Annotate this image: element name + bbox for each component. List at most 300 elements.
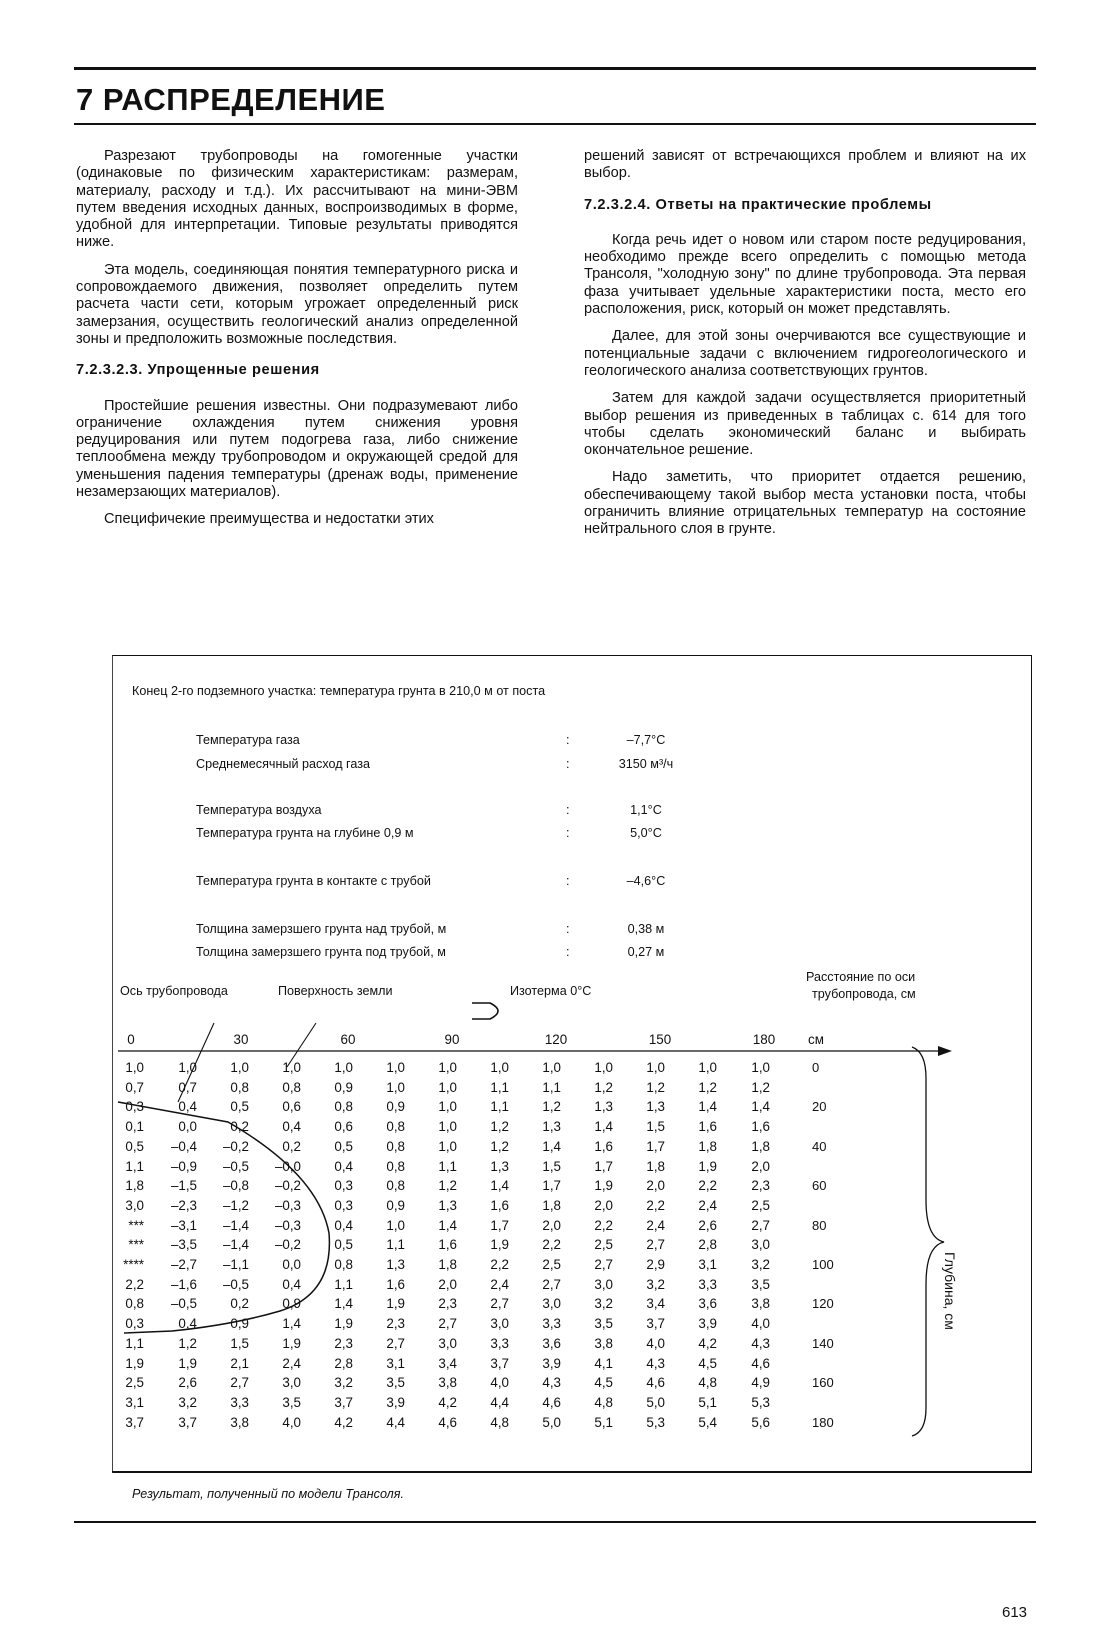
grid-cell: 1,2 (490, 1119, 509, 1135)
grid-cell: 2,9 (646, 1257, 665, 1272)
grid-cell: 2,7 (594, 1257, 613, 1272)
grid-cell: –0,8 (222, 1178, 249, 1194)
bottom-rule (74, 1521, 1036, 1523)
grid-cell: 0,3 (334, 1197, 353, 1213)
grid-cell: 3,1 (386, 1355, 405, 1371)
depth-label: 180 (812, 1414, 834, 1430)
grid-cell: –2,3 (170, 1197, 197, 1213)
grid-cell: 1,0 (386, 1060, 405, 1075)
grid-cell: 0,4 (282, 1276, 301, 1292)
grid-cell: 3,3 (542, 1316, 561, 1332)
grid-cell: 3,5 (282, 1394, 301, 1410)
grid-cell: 1,9 (698, 1158, 717, 1174)
parameter-value: –7,7°С (626, 733, 666, 747)
grid-cell: 1,8 (698, 1138, 717, 1154)
grid-cell: 1,0 (438, 1079, 457, 1095)
grid-cell: 2,8 (334, 1355, 353, 1371)
grid-cell: –3,1 (170, 1217, 197, 1233)
grid-cell: 3,2 (751, 1257, 770, 1272)
grid-cell: 2,7 (490, 1296, 509, 1312)
chapter-title: 7 РАСПРЕДЕЛЕНИЕ (76, 82, 386, 117)
grid-cell: 4,6 (542, 1394, 561, 1410)
grid-cell: 2,1 (230, 1355, 249, 1371)
distance-axis-arrow (938, 1046, 952, 1056)
grid-cell: 4,3 (751, 1335, 770, 1351)
grid-cell: 1,0 (178, 1060, 197, 1075)
depth-label: 40 (812, 1138, 827, 1154)
grid-cell: 4,0 (751, 1316, 770, 1332)
grid-cell: 2,4 (698, 1197, 717, 1213)
depth-label: 60 (812, 1178, 827, 1194)
grid-cell: 1,6 (698, 1119, 717, 1135)
x-tick-label: 90 (444, 1032, 460, 1047)
depth-label: 140 (812, 1335, 834, 1351)
grid-cell: 1,3 (594, 1099, 613, 1115)
grid-cell: 2,0 (594, 1197, 613, 1213)
grid-cell: 1,9 (490, 1237, 509, 1253)
parameter-value: 0,27 м (627, 945, 665, 959)
grid-cell: **** (123, 1257, 144, 1272)
grid-cell: 1,4 (282, 1316, 301, 1332)
grid-cell: 1,9 (386, 1296, 405, 1312)
legend-pipe-axis: Ось трубопровода (120, 984, 228, 998)
parameter-label: Температура грунта на глубине 0,9 м (196, 826, 414, 840)
grid-cell: 1,4 (438, 1217, 457, 1233)
grid-cell: –3,5 (170, 1237, 197, 1253)
grid-cell: –0,2 (274, 1237, 301, 1253)
parameter-colon: : (566, 803, 570, 817)
grid-cell: 0,5 (334, 1138, 353, 1154)
grid-cell: 3,2 (594, 1296, 613, 1312)
grid-cell: –0,4 (170, 1138, 197, 1154)
x-tick-label: 180 (752, 1032, 776, 1047)
grid-cell: 5,3 (646, 1414, 665, 1430)
parameter-value: 0,38 м (627, 922, 665, 936)
grid-cell: 1,7 (490, 1217, 509, 1233)
grid-cell: 1,4 (751, 1099, 770, 1115)
grid-cell: 0,1 (125, 1119, 144, 1135)
grid-cell: 5,0 (542, 1414, 561, 1430)
grid-cell: 1,5 (230, 1335, 249, 1351)
parameter-colon: : (566, 945, 570, 959)
grid-cell: 3,1 (125, 1394, 144, 1410)
x-unit-label: см (808, 1032, 824, 1047)
grid-cell: 0,8 (386, 1119, 405, 1135)
grid-cell: 3,0 (282, 1375, 301, 1391)
left-paragraph-4: Специфичекие преимущества и недостатки этих (104, 511, 434, 528)
figure-title: Конец 2-го подземного участка: температура грунта в 210,0 м от поста (132, 684, 546, 698)
grid-cell: 2,4 (282, 1355, 301, 1371)
grid-cell: 1,9 (282, 1335, 301, 1351)
grid-cell: 3,2 (178, 1394, 197, 1410)
grid-cell: 1,8 (438, 1257, 457, 1272)
x-tick-label: 150 (648, 1032, 672, 1047)
grid-cell: 3,0 (594, 1276, 613, 1292)
depth-label: 160 (812, 1375, 834, 1391)
grid-cell: 1,1 (386, 1237, 405, 1253)
grid-cell: 2,0 (751, 1158, 770, 1174)
grid-cell: –1,6 (170, 1276, 197, 1292)
grid-cell: 0,9 (230, 1316, 249, 1332)
grid-cell: 2,7 (386, 1335, 405, 1351)
grid-cell: 1,3 (646, 1099, 665, 1115)
grid-cell: 1,5 (542, 1158, 561, 1174)
grid-cell: 3,9 (542, 1355, 561, 1371)
grid-cell: 5,0 (646, 1394, 665, 1410)
grid-cell: 2,2 (698, 1178, 717, 1194)
x-tick-label: 30 (233, 1032, 249, 1047)
grid-cell: 2,0 (646, 1178, 665, 1194)
grid-cell: 0,4 (178, 1316, 197, 1332)
right-paragraph-2: Когда речь идет о новом или старом посте редуцирования, необходимо прежде всего определить с помощью метода Трансоля, "холодную зону" по длине трубопровода. Эта первая фаза учитывает удельные характеристики поста, место его расположения, риск, который он может представлять. (584, 231, 1026, 318)
grid-cell: 2,7 (230, 1375, 249, 1391)
grid-cell: 2,3 (386, 1316, 405, 1332)
grid-cell: 3,9 (386, 1394, 405, 1410)
grid-cell: 0,2 (230, 1119, 249, 1135)
grid-cell: 2,5 (594, 1237, 613, 1253)
grid-cell: 5,3 (751, 1394, 770, 1410)
grid-cell: 3,0 (751, 1237, 770, 1253)
grid-cell: 0,2 (282, 1138, 301, 1154)
grid-cell: 1,0 (698, 1060, 717, 1075)
right-paragraph-4: Затем для каждой задачи осуществляется приоритетный выбор решения из приведенных в таблицах с. 614 для того чтобы сделать экономический баланс и выбирать окончательное решение. (584, 390, 1026, 459)
parameter-label: Толщина замерзшего грунта под трубой, м (196, 945, 446, 959)
grid-cell: 0,8 (230, 1079, 249, 1095)
parameter-label: Среднемесячный расход газа (196, 757, 371, 771)
grid-cell: 0,8 (282, 1079, 301, 1095)
grid-cell: 0,9 (386, 1099, 405, 1115)
right-paragraph-5: Надо заметить, что приоритет отдается решению, обеспечивающему такой выбор места установки поста, чтобы ограничить влияние отрицательных температур на состояние нейтрального слоя в грунте. (584, 469, 1026, 538)
grid-cell: 4,0 (646, 1335, 665, 1351)
parameter-value: 1,1°С (630, 803, 662, 817)
parameter-colon: : (566, 757, 570, 771)
parameter-colon: : (566, 826, 570, 840)
grid-cell: 0,7 (178, 1079, 197, 1095)
grid-cell: 1,5 (646, 1119, 665, 1135)
grid-cell: 0,9 (334, 1079, 353, 1095)
grid-cell: 1,6 (386, 1276, 405, 1292)
grid-cell: 3,4 (646, 1296, 665, 1312)
grid-cell: 1,9 (125, 1355, 144, 1371)
grid-cell: 2,0 (542, 1217, 561, 1233)
grid-cell: 2,7 (542, 1276, 561, 1292)
grid-cell: 0,4 (178, 1099, 197, 1115)
grid-cell: 3,3 (490, 1335, 509, 1351)
grid-cell: 1,1 (125, 1158, 144, 1174)
grid-cell: 3,8 (438, 1375, 457, 1391)
grid-cell: 1,0 (646, 1060, 665, 1075)
grid-cell: 0,3 (334, 1178, 353, 1194)
parameter-colon: : (566, 874, 570, 888)
grid-cell: 1,6 (438, 1237, 457, 1253)
grid-cell: 0,5 (230, 1099, 249, 1115)
grid-cell: 0,8 (386, 1138, 405, 1154)
grid-cell: 1,1 (490, 1099, 509, 1115)
grid-cell: 4,6 (646, 1375, 665, 1391)
grid-cell: 0,2 (230, 1296, 249, 1312)
grid-cell: 1,0 (282, 1060, 301, 1075)
grid-cell: 2,5 (751, 1197, 770, 1213)
grid-cell: 0,5 (334, 1237, 353, 1253)
parameter-label: Температура газа (196, 733, 300, 747)
grid-cell: 4,2 (334, 1414, 353, 1430)
section-heading-7-2-3-2-4: 7.2.3.2.4. Ответы на практические проблемы (584, 196, 932, 213)
depth-label: 100 (812, 1257, 834, 1272)
parameter-value: 5,0°С (630, 826, 662, 840)
grid-cell: 1,7 (542, 1178, 561, 1194)
grid-cell: 3,5 (386, 1375, 405, 1391)
grid-cell: 3,8 (594, 1335, 613, 1351)
depth-label: 80 (812, 1217, 827, 1233)
grid-cell: –0,3 (274, 1217, 301, 1233)
grid-cell: 1,1 (125, 1335, 144, 1351)
grid-cell: 2,3 (438, 1296, 457, 1312)
grid-cell: 1,2 (698, 1079, 717, 1095)
grid-cell: *** (128, 1217, 144, 1233)
grid-cell: 0,3 (125, 1316, 144, 1332)
grid-cell: 3,0 (542, 1296, 561, 1312)
grid-cell: 1,0 (594, 1060, 613, 1075)
grid-cell: 1,2 (751, 1079, 770, 1095)
grid-cell: 2,0 (438, 1276, 457, 1292)
legend-isotherm: Изотерма 0°С (510, 984, 592, 998)
grid-cell: 4,2 (438, 1394, 457, 1410)
grid-cell: 2,2 (594, 1217, 613, 1233)
grid-cell: 3,6 (698, 1296, 717, 1312)
grid-cell: 1,2 (542, 1099, 561, 1115)
grid-cell: 0,6 (334, 1119, 353, 1135)
grid-cell: 1,6 (594, 1138, 613, 1154)
grid-cell: 1,0 (542, 1060, 561, 1075)
grid-cell: 1,2 (438, 1178, 457, 1194)
grid-cell: 0,6 (282, 1099, 301, 1115)
grid-cell: 3,7 (334, 1394, 353, 1410)
grid-cell: 0,7 (125, 1079, 144, 1095)
legend-distance-line-1: Расстояние по оси (806, 970, 916, 984)
grid-cell: 2,2 (542, 1237, 561, 1253)
grid-cell: 3,3 (230, 1394, 249, 1410)
grid-cell: 1,4 (490, 1178, 509, 1194)
depth-label: 120 (812, 1296, 834, 1312)
grid-cell: 4,3 (646, 1355, 665, 1371)
grid-cell: 3,4 (438, 1355, 457, 1371)
grid-cell: 3,9 (698, 1316, 717, 1332)
grid-cell: 2,6 (698, 1217, 717, 1233)
grid-cell: 4,8 (490, 1414, 509, 1430)
grid-cell: 3,8 (230, 1414, 249, 1430)
left-paragraph-2: Эта модель, соединяющая понятия температурного риска и сопровождаемого движения, позволяет определить путем расчета части сети, которым угрожает определенный риск замерзания, осуществить геологический анализ определенной зоны и предположить возможные последствия. (76, 261, 518, 347)
grid-cell: 0,9 (386, 1197, 405, 1213)
grid-cell: 0,5 (125, 1138, 144, 1154)
grid-cell: 1,4 (594, 1119, 613, 1135)
grid-cell: 1,0 (386, 1217, 405, 1233)
grid-cell: –0,2 (274, 1178, 301, 1194)
grid-cell: 2,6 (178, 1375, 197, 1391)
grid-cell: 1,0 (438, 1119, 457, 1135)
left-paragraph-1: Разрезают трубопроводы на гомогенные участки (одинаковые по физическим характеристикам: размерам, материалу, расходу и т.д.). Их рассчитывают на мини-ЭВМ путем введения исходных данных, воспроизводимых в форме, удобной для интерпретации. Типовые результаты приводятся ниже. (76, 148, 518, 251)
grid-cell: 2,3 (334, 1335, 353, 1351)
grid-cell: 3,6 (542, 1335, 561, 1351)
legend-ground-surface: Поверхность земли (278, 984, 393, 998)
grid-cell: 1,3 (386, 1257, 405, 1272)
grid-cell: 4,3 (542, 1375, 561, 1391)
grid-cell: 4,2 (698, 1335, 717, 1351)
parameter-value: 3150 м³/ч (618, 757, 674, 771)
grid-cell: 1,9 (594, 1178, 613, 1194)
parameter-label: Температура воздуха (196, 803, 322, 817)
pipe-axis-pointer (178, 1023, 214, 1102)
grid-cell: 1,0 (334, 1060, 353, 1075)
grid-cell: 3,2 (646, 1276, 665, 1292)
grid-cell: 4,8 (594, 1394, 613, 1410)
grid-cell: 0,8 (386, 1158, 405, 1174)
grid-cell: –1,2 (222, 1197, 249, 1213)
grid-cell: 4,4 (386, 1414, 405, 1430)
grid-cell: 3,7 (646, 1316, 665, 1332)
grid-cell: 1,1 (490, 1079, 509, 1095)
grid-cell: 1,7 (594, 1158, 613, 1174)
grid-cell: 3,7 (490, 1355, 509, 1371)
grid-cell: 3,7 (125, 1414, 144, 1430)
grid-cell: 1,2 (594, 1079, 613, 1095)
right-paragraph-1: решений зависят от встречающихся проблем и влияют на их выбор. (584, 148, 1026, 182)
grid-cell: 2,5 (542, 1257, 561, 1272)
parameter-label: Толщина замерзшего грунта над трубой, м (196, 922, 447, 936)
grid-cell: 5,6 (751, 1414, 770, 1430)
grid-cell: 1,9 (334, 1316, 353, 1332)
page-number: 613 (1002, 1604, 1028, 1621)
grid-cell: –1,4 (222, 1217, 249, 1233)
grid-cell: 1,3 (438, 1197, 457, 1213)
legend-distance-line-2: трубопровода, см (812, 987, 916, 1001)
x-tick-label: 120 (544, 1032, 568, 1047)
depth-axis-brace (912, 1047, 944, 1436)
grid-cell: –0,9 (170, 1158, 197, 1174)
grid-cell: 4,1 (594, 1355, 613, 1371)
grid-cell: 2,8 (698, 1237, 717, 1253)
grid-cell: –1,1 (222, 1257, 249, 1272)
grid-cell: 1,9 (178, 1355, 197, 1371)
grid-cell: 0,8 (334, 1257, 353, 1272)
grid-cell: –0,5 (222, 1276, 249, 1292)
parameter-value: –4,6°С (626, 874, 666, 888)
grid-cell: –0,5 (170, 1296, 197, 1312)
grid-cell: 0,3 (125, 1099, 144, 1115)
grid-cell: 1,0 (386, 1079, 405, 1095)
grid-cell: 1,1 (542, 1079, 561, 1095)
x-tick-label: 60 (340, 1032, 356, 1047)
x-tick-label: 0 (127, 1032, 135, 1047)
depth-label: 0 (812, 1060, 820, 1075)
grid-cell: –0,3 (274, 1197, 301, 1213)
grid-cell: 2,4 (490, 1276, 509, 1292)
grid-cell: 1,7 (646, 1138, 665, 1154)
grid-cell: 3,1 (698, 1257, 717, 1272)
grid-cell: –0,5 (222, 1158, 249, 1174)
grid-cell: 1,1 (438, 1158, 457, 1174)
grid-cell: 4,5 (698, 1355, 717, 1371)
grid-cell: 1,1 (334, 1276, 353, 1292)
grid-cell: 0,0 (178, 1119, 197, 1135)
parameter-label: Температура грунта в контакте с трубой (196, 874, 431, 888)
grid-cell: 1,3 (490, 1158, 509, 1174)
grid-cell: 4,0 (490, 1375, 509, 1391)
left-paragraph-3: Простейшие решения известны. Они подразумевают либо ограничение охлаждения путем снижения уровня редуцирования или путем подогрева газа, либо снижение теплообмена между трубопроводом и окружающей средой для уменьшения падения температуры (дренаж воды, применение незамерзающих материалов). (76, 397, 518, 501)
figure-caption: Результат, полученный по модели Трансоля. (132, 1487, 404, 1501)
grid-cell: 1,0 (438, 1099, 457, 1115)
grid-cell: 1,0 (230, 1060, 249, 1075)
grid-cell: 3,0 (125, 1197, 144, 1213)
grid-cell: 0,8 (125, 1296, 144, 1312)
grid-cell: 0,4 (334, 1158, 353, 1174)
grid-cell: 1,4 (698, 1099, 717, 1115)
grid-cell: –0,0 (274, 1158, 301, 1174)
grid-cell: 3,0 (438, 1335, 457, 1351)
grid-cell: 1,0 (125, 1060, 144, 1075)
grid-cell: 3,5 (594, 1316, 613, 1332)
grid-cell: 4,0 (282, 1414, 301, 1430)
grid-cell: 2,4 (646, 1217, 665, 1233)
grid-cell: 0,9 (282, 1296, 301, 1312)
grid-cell: –2,7 (170, 1257, 197, 1272)
depth-label: 20 (812, 1099, 827, 1115)
grid-cell: 3,5 (751, 1276, 770, 1292)
grid-cell: –1,5 (170, 1178, 197, 1194)
grid-cell: 2,7 (438, 1316, 457, 1332)
grid-cell: 1,6 (751, 1119, 770, 1135)
grid-cell: 0,4 (282, 1119, 301, 1135)
grid-cell: 5,4 (698, 1414, 717, 1430)
grid-cell: 5,1 (594, 1414, 613, 1430)
depth-axis-label: Глубина, см (942, 1252, 958, 1330)
grid-cell: 1,0 (438, 1138, 457, 1154)
isotherm-curve (118, 1102, 329, 1333)
grid-cell: 1,8 (542, 1197, 561, 1213)
grid-cell: 1,0 (438, 1060, 457, 1075)
grid-cell: 2,7 (646, 1237, 665, 1253)
grid-cell: 0,8 (386, 1178, 405, 1194)
parameter-colon: : (566, 733, 570, 747)
grid-cell: 4,5 (594, 1375, 613, 1391)
grid-cell: 1,4 (334, 1296, 353, 1312)
grid-cell: 4,6 (438, 1414, 457, 1430)
grid-cell: 1,8 (751, 1138, 770, 1154)
grid-cell: 0,8 (334, 1099, 353, 1115)
grid-cell: 2,3 (751, 1178, 770, 1194)
grid-cell: 1,6 (490, 1197, 509, 1213)
grid-cell: 0,4 (334, 1217, 353, 1233)
grid-cell: 4,4 (490, 1394, 509, 1410)
grid-cell: 5,1 (698, 1394, 717, 1410)
grid-cell: –0,2 (222, 1138, 249, 1154)
grid-cell: 3,2 (334, 1375, 353, 1391)
ground-surface-pointer (287, 1023, 316, 1067)
grid-cell: 1,0 (751, 1060, 770, 1075)
grid-cell: 3,8 (751, 1296, 770, 1312)
isotherm-legend-icon (472, 1003, 498, 1019)
grid-cell: 2,2 (125, 1276, 144, 1292)
grid-cell: 4,8 (698, 1375, 717, 1391)
grid-cell: 2,5 (125, 1375, 144, 1391)
grid-cell: 2,2 (490, 1257, 509, 1272)
grid-cell: 1,8 (125, 1178, 144, 1194)
parameter-colon: : (566, 922, 570, 936)
grid-cell: 1,2 (178, 1335, 197, 1351)
grid-cell: 3,7 (178, 1414, 197, 1430)
grid-cell: 0,0 (282, 1257, 301, 1272)
grid-cell: 4,9 (751, 1375, 770, 1391)
section-heading-7-2-3-2-3: 7.2.3.2.3. Упрощенные решения (76, 362, 320, 379)
